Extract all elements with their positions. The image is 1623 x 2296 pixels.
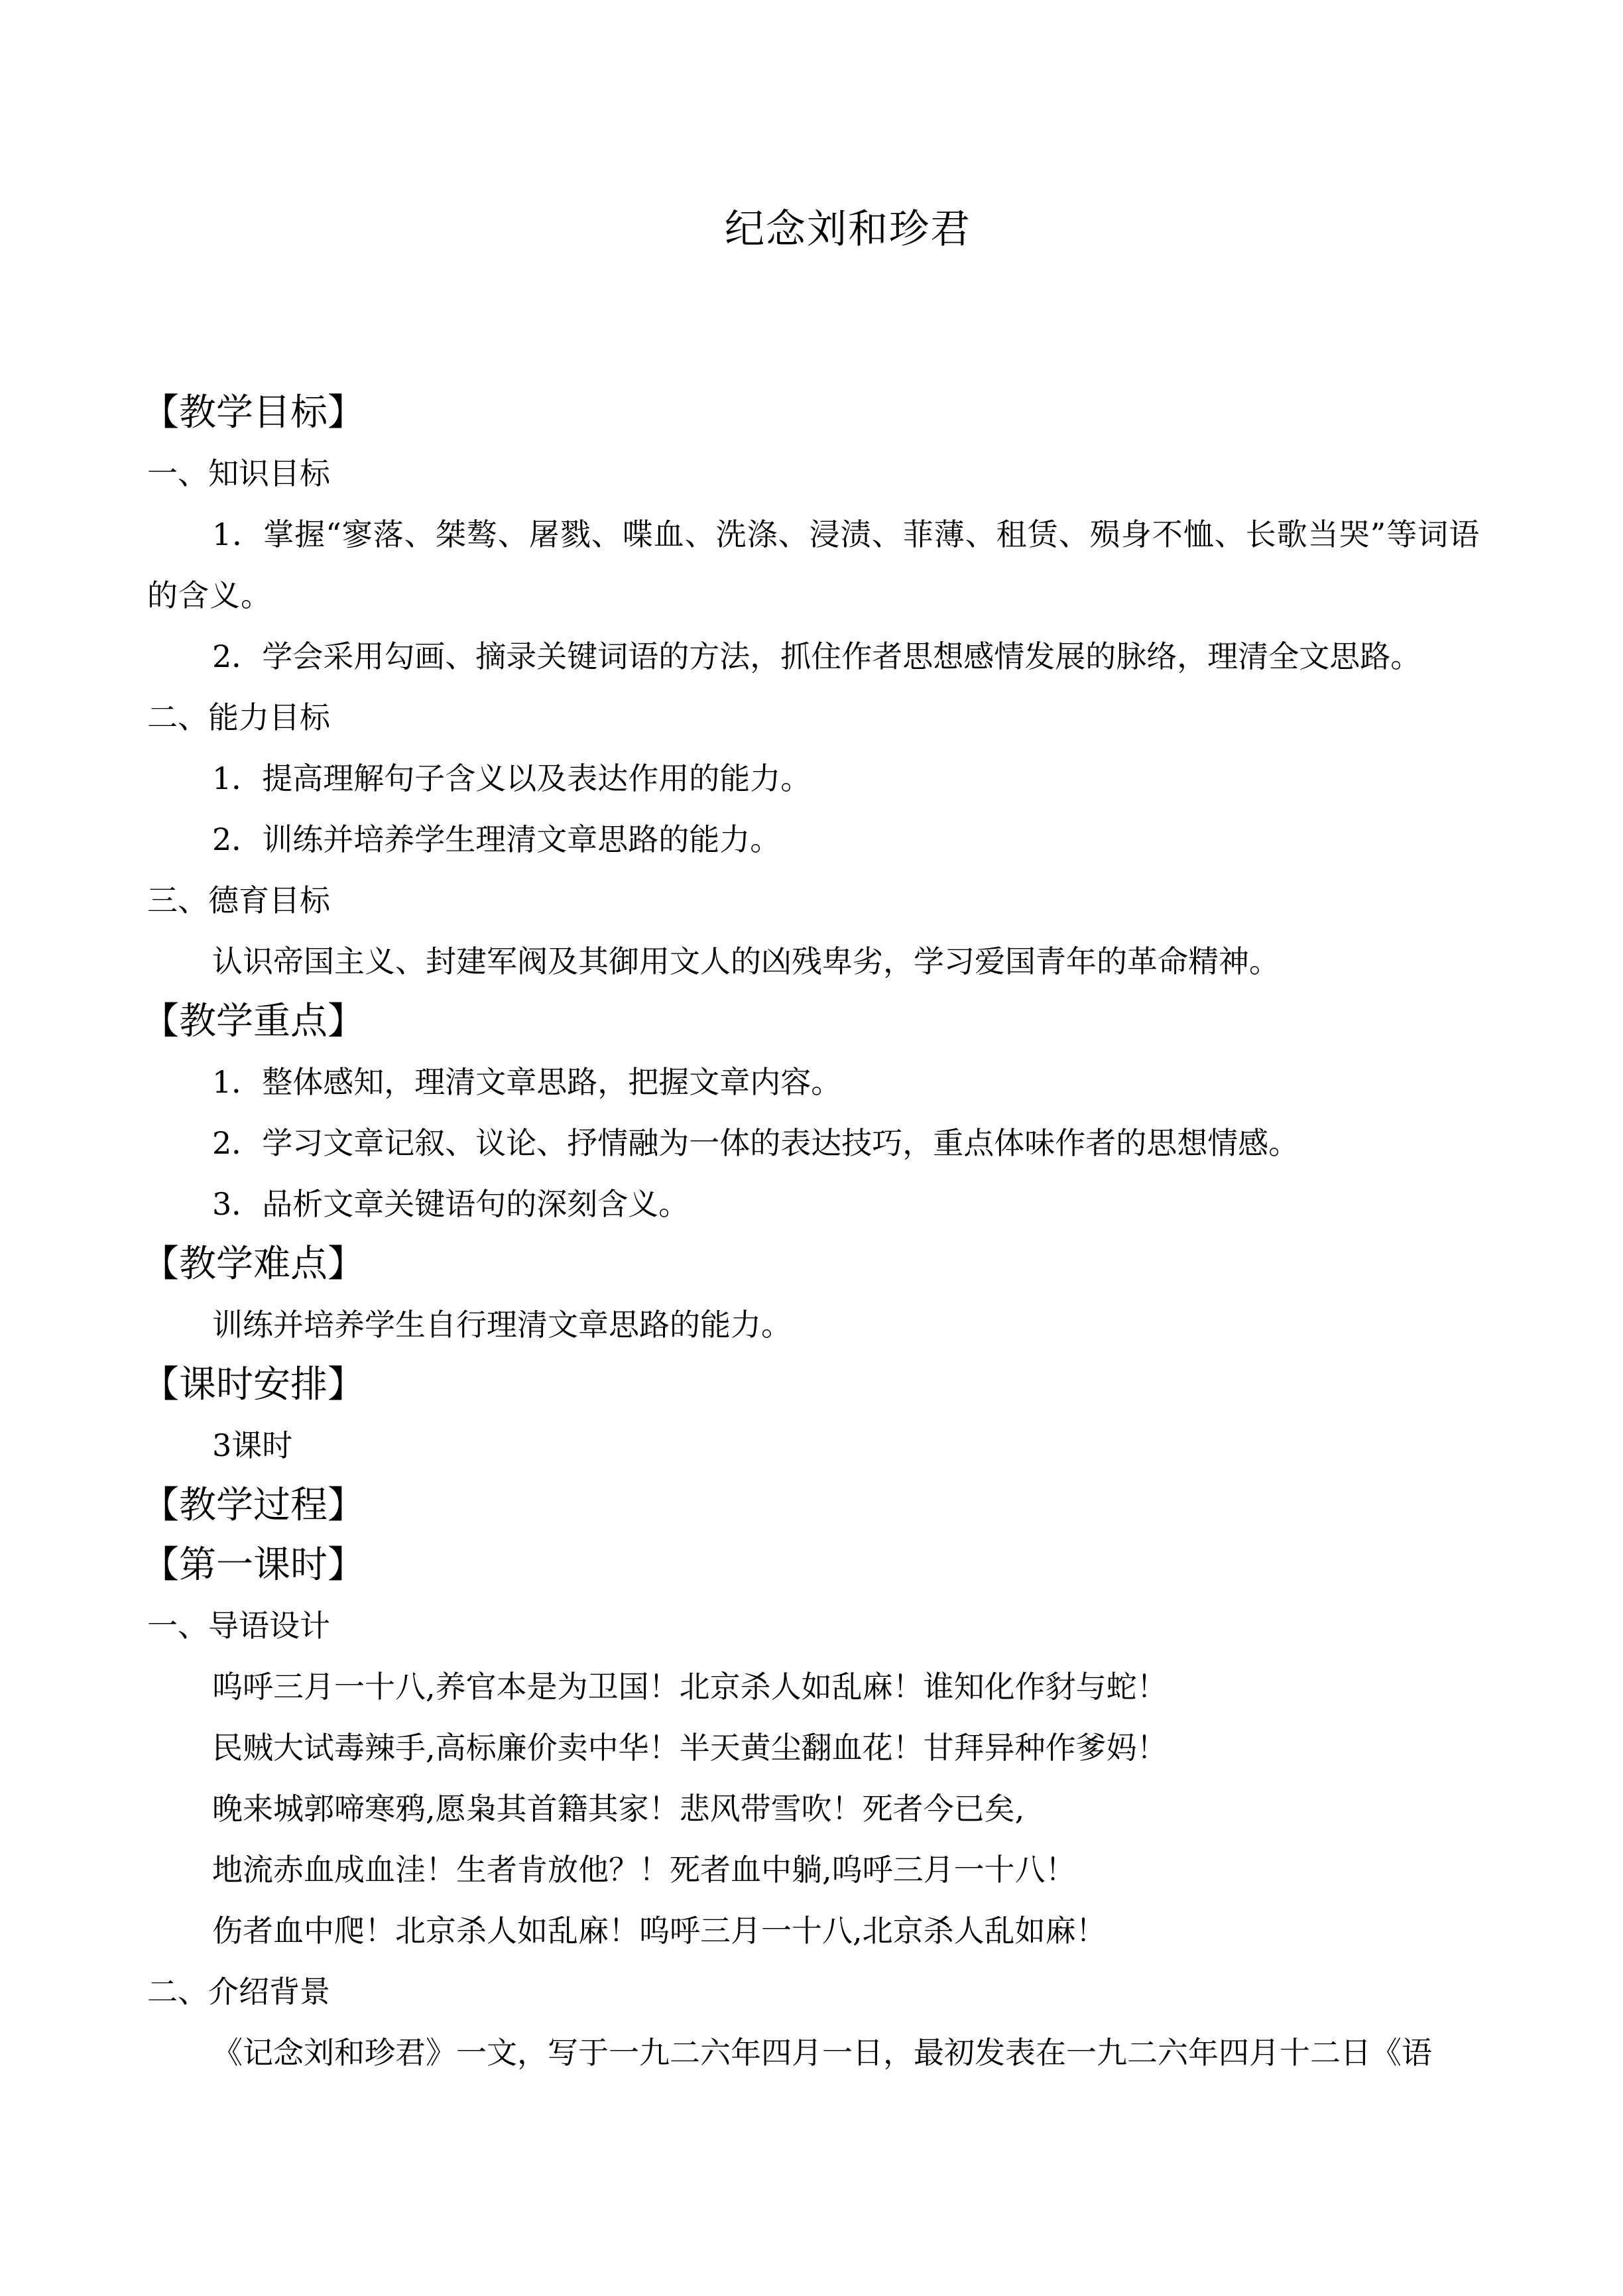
poem-line-2: 民贼大试毒辣手,高标廉价卖中华！半天黄尘翻血花！甘拜异种作爹妈！ — [212, 1730, 1168, 1766]
section-heading-lesson-1: 【第一课时】 — [142, 1543, 365, 1587]
subheading-intro-design: 一、导语设计 — [147, 1608, 330, 1644]
section-heading-goals: 【教学目标】 — [142, 391, 365, 434]
section-heading-key-points: 【教学重点】 — [142, 1000, 365, 1043]
paragraph-background-1: 《记念刘和珍君》一文，写于一九二六年四月一日，最初发表在一九二六年四月十二日《语 — [212, 2035, 1432, 2071]
paragraph-ability-item-1: 1．提高理解句子含义以及表达作用的能力。 — [212, 760, 812, 796]
paragraph-schedule-1: 3课时 — [212, 1427, 293, 1463]
subheading-knowledge-goals: 一、知识目标 — [147, 455, 330, 491]
paragraph-difficulty-1: 训练并培养学生自行理清文章思路的能力。 — [212, 1307, 792, 1343]
poem-line-3: 晚来城郭啼寒鸦,愿枭其首籍其家！悲风带雪吹！死者今已矣, — [212, 1791, 1025, 1827]
subheading-ability-goals: 二、能力目标 — [147, 699, 330, 735]
poem-line-5: 伤者血中爬！北京杀人如乱麻！呜呼三月一十八,北京杀人乱如麻！ — [212, 1913, 1107, 1949]
paragraph-key-point-2: 2．学习文章记叙、议论、抒情融为一体的表达技巧，重点体味作者的思想情感。 — [212, 1125, 1299, 1161]
paragraph-ability-item-2: 2．训练并培养学生理清文章思路的能力。 — [212, 821, 781, 857]
document-body — [142, 383, 1486, 2083]
section-heading-process: 【教学过程】 — [142, 1484, 365, 1527]
subheading-moral-goals: 三、德育目标 — [147, 882, 330, 918]
subheading-background: 二、介绍背景 — [147, 1974, 330, 2010]
paragraph-knowledge-item-2: 2．学会采用勾画、摘录关键词语的方法，抓住作者思想感情发展的脉络，理清全文思路。 — [212, 638, 1421, 674]
document-title: 纪念刘和珍君 — [725, 206, 971, 253]
section-heading-difficulties: 【教学难点】 — [142, 1242, 365, 1286]
poem-line-1: 呜呼三月一十八,养官本是为卫国！北京杀人如乱麻！谁知化作豺与蛇！ — [212, 1669, 1168, 1705]
paragraph-moral-item-1: 认识帝国主义、封建军阀及其御用文人的凶残卑劣，学习爱国青年的革命精神。 — [212, 943, 1280, 979]
paragraph-knowledge-item-1: 1．掌握“寥落、桀骜、屠戮、喋血、洗涤、浸渍、菲薄、租赁、殒身不恤、长歌当哭”等词语的含义。 — [147, 516, 1480, 613]
paragraph-key-point-3: 3．品析文章关键语句的深刻含义。 — [212, 1186, 690, 1222]
section-heading-schedule: 【课时安排】 — [142, 1363, 365, 1406]
poem-line-4: 地流赤血成血洼！生者肯放他？！死者血中躺,呜呼三月一十八！ — [212, 1852, 1076, 1888]
paragraph-key-point-1: 1．整体感知，理清文章思路，把握文章内容。 — [212, 1064, 842, 1100]
